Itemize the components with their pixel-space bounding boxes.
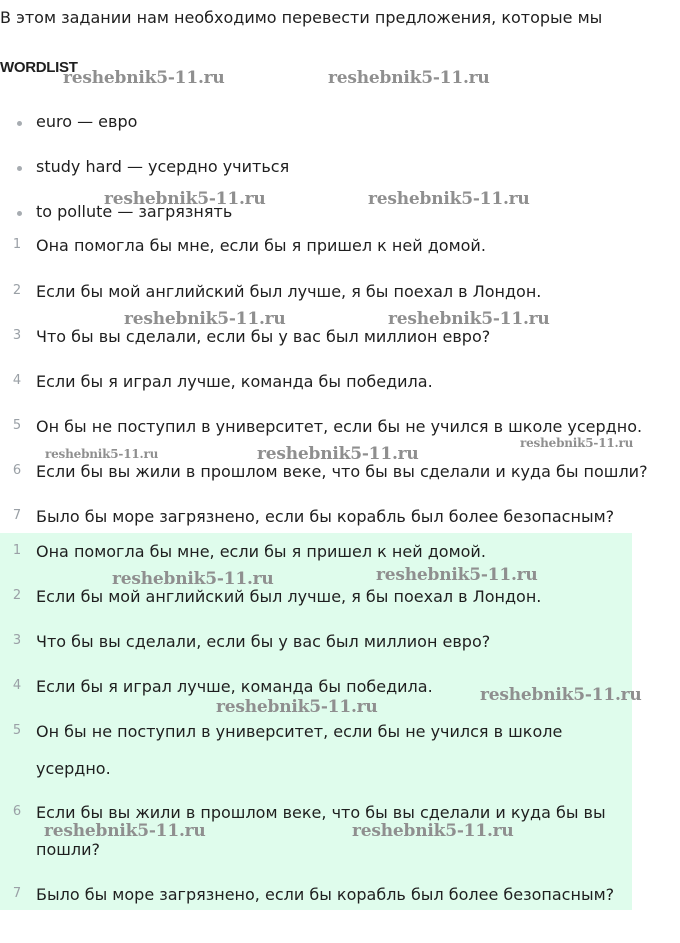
sentence-number: 1 [12, 237, 22, 252]
wordlist-item-text: study hard — усердно учиться [36, 157, 290, 176]
watermark-text: reshebnik5-11.ru [216, 697, 378, 717]
watermark-text: reshebnik5-11.ru [257, 444, 419, 464]
answer-text: Если бы мой английский был лучше, я бы поехал в Лондон. [36, 587, 542, 606]
wordlist-heading: WORDLIST [0, 59, 78, 76]
answer-text: Если бы вы жили в прошлом веке, что бы вы сделали и куда бы вы [36, 803, 606, 822]
answer-number: 6 [12, 804, 22, 819]
watermark-text: reshebnik5-11.ru [352, 821, 514, 841]
watermark-text: reshebnik5-11.ru [328, 68, 490, 88]
sentence-text: Если бы вы жили в прошлом веке, что бы вы сделали и куда бы пошли? [36, 462, 648, 481]
sentence-number: 2 [12, 283, 22, 298]
answer-text: Что бы вы сделали, если бы у вас был миллион евро? [36, 632, 491, 651]
answer-text: Если бы я играл лучше, команда бы победила. [36, 677, 433, 696]
answer-text-continuation: пошли? [36, 840, 101, 859]
sentence-text: Она помогла бы мне, если бы я пришел к ней домой. [36, 236, 486, 255]
sentence-text: Он бы не поступил в университет, если бы не учился в школе усердно. [36, 417, 643, 436]
answer-text: Он бы не поступил в университет, если бы не учился в школе [36, 722, 563, 741]
sentence-number: 5 [12, 418, 22, 433]
watermark-text: reshebnik5-11.ru [376, 565, 538, 585]
sentence-number: 4 [12, 373, 22, 388]
bullet-icon [17, 121, 22, 126]
watermark-text: reshebnik5-11.ru [44, 821, 206, 841]
watermark-text: reshebnik5-11.ru [520, 436, 634, 450]
sentence-number: 3 [12, 328, 22, 343]
answer-number: 5 [12, 723, 22, 738]
answer-number: 1 [12, 543, 22, 558]
watermark-text: reshebnik5-11.ru [104, 189, 266, 209]
wordlist-item-text: euro — евро [36, 112, 138, 131]
sentence-text: Было бы море загрязнено, если бы корабль был более безопасным? [36, 507, 615, 526]
sentence-text: Что бы вы сделали, если бы у вас был миллион евро? [36, 327, 491, 346]
watermark-text: reshebnik5-11.ru [112, 569, 274, 589]
answer-number: 4 [12, 678, 22, 693]
intro-text: В этом задании нам необходимо перевести предложения, которые мы [0, 8, 603, 27]
bullet-icon [17, 211, 22, 216]
wordlist-item-text: to pollute — загрязнять [36, 202, 233, 221]
watermark-text: reshebnik5-11.ru [480, 685, 642, 705]
watermark-text: reshebnik5-11.ru [63, 68, 225, 88]
bullet-icon [17, 166, 22, 171]
watermark-text: reshebnik5-11.ru [368, 189, 530, 209]
answer-number: 2 [12, 588, 22, 603]
answer-text-continuation: усердно. [36, 759, 111, 778]
watermark-text: reshebnik5-11.ru [45, 447, 159, 461]
answer-text: Она помогла бы мне, если бы я пришел к ней домой. [36, 542, 486, 561]
sentence-text: Если бы мой английский был лучше, я бы поехал в Лондон. [36, 282, 542, 301]
watermark-text: reshebnik5-11.ru [388, 309, 550, 329]
sentence-text: Если бы я играл лучше, команда бы победила. [36, 372, 433, 391]
answer-number: 3 [12, 633, 22, 648]
sentence-number: 7 [12, 508, 22, 523]
answer-text: Было бы море загрязнено, если бы корабль был более безопасным? [36, 885, 615, 904]
watermark-text: reshebnik5-11.ru [124, 309, 286, 329]
answer-number: 7 [12, 886, 22, 901]
sentence-number: 6 [12, 463, 22, 478]
